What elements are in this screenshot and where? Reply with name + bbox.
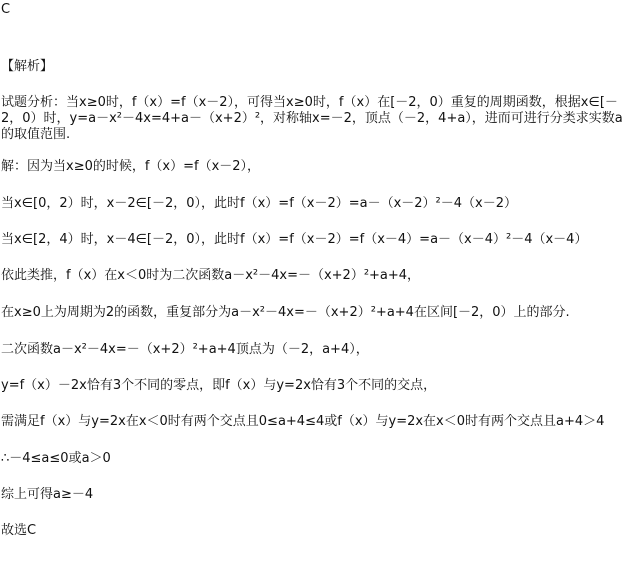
solution-line-10: 综上可得a≥－4: [1, 487, 94, 502]
solution-line-9: ∴－4≤a≤0或a＞0: [1, 451, 111, 466]
answer-letter: C: [1, 2, 11, 17]
solution-line-7: y=f（x）－2x恰有3个不同的零点，即f（x）与y=2x恰有3个不同的交点，: [1, 378, 437, 393]
solution-line-2: 当x∈[0，2）时，x－2∈[－2，0），此时f（x）=f（x－2）=a－（x－2）²－4（x－2）: [1, 196, 518, 211]
solution-line-6: 二次函数a－x²－4x=－（x+2）²+a+4顶点为（－2，a+4），: [1, 342, 369, 357]
analysis-paragraph: 试题分析：当x≥0时，f（x）=f（x－2），可得当x≥0时，f（x）在[－2，0）重复的周期函数，根据x∈[－2，0）时，y=a－x²－4x=4+a－（x+2）²，对称轴x=－2，顶点（－2，4+a），进而可进行分类求实数a的取值范围.: [1, 95, 623, 142]
solution-line-1: 解：因为当x≥0的时候，f（x）=f（x－2），: [1, 159, 261, 174]
section-heading: 【解析】: [1, 59, 54, 74]
solution-line-11: 故选C: [1, 523, 37, 538]
solution-line-8: 需满足f（x）与y=2x在x＜0时有两个交点且0≤a+4≤4或f（x）与y=2x在x＜0时有两个交点且a+4＞4: [1, 414, 605, 429]
solution-line-3: 当x∈[2，4）时，x－4∈[－2，0），此时f（x）=f（x－2）=f（x－4）=a－（x－4）²－4（x－4）: [1, 232, 588, 247]
solution-line-4: 依此类推，f（x）在x＜0时为二次函数a－x²－4x=－（x+2）²+a+4，: [1, 268, 421, 283]
solution-line-5: 在x≥0上为周期为2的函数，重复部分为a－x²－4x=－（x+2）²+a+4在区间[－2，0）上的部分.: [1, 305, 570, 320]
